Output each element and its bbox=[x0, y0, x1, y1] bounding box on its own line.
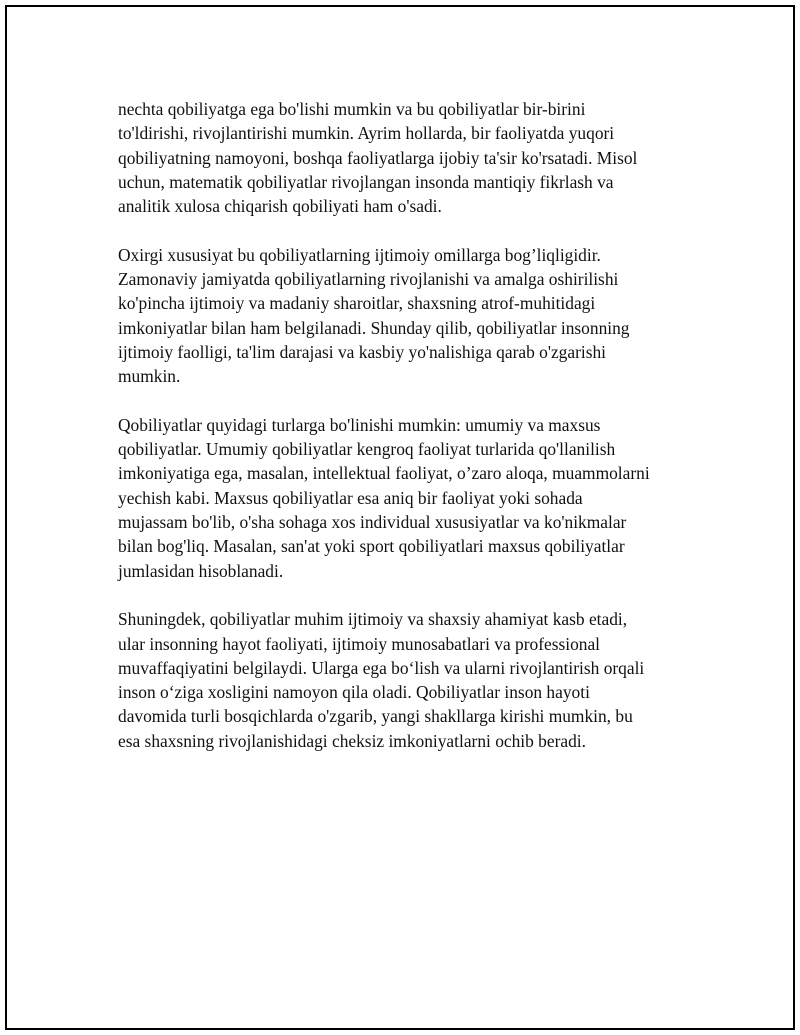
text-line: mumkin. bbox=[118, 366, 181, 387]
text-line: Oxirgi xususiyat bu qobiliyatlarning ijtimoiy omillarga bog’liqligidir. bbox=[118, 244, 601, 265]
text-line: analitik xulosa chiqarish qobiliyati ham o'sadi. bbox=[118, 196, 442, 217]
text-line: esa shaxsning rivojlanishidagi cheksiz imkoniyatlarni ochib beradi. bbox=[118, 730, 586, 751]
text-line: muvaffaqiyatini belgilaydi. Ularga ega bo‘lish va ularni rivojlantirish orqali bbox=[118, 657, 645, 678]
text-line: jumlasidan hisoblanadi. bbox=[118, 560, 284, 581]
text-line: ular insonning hayot faoliyati, ijtimoiy munosabatlari va professional bbox=[118, 633, 601, 654]
text-line: ko'pincha ijtimoiy va madaniy sharoitlar, shaxsning atrof-muhitidagi bbox=[118, 293, 596, 314]
paragraph bbox=[118, 413, 698, 583]
text-line: bilan bog'liq. Masalan, san'at yoki sport qobiliyatlari maxsus qobiliyatlar bbox=[118, 536, 625, 557]
text-line: nechta qobiliyatga ega bo'lishi mumkin va bu qobiliyatlar bir-birini bbox=[118, 99, 586, 119]
text-line: Zamonaviy jamiyatda qobiliyatlarning rivojlanishi va amalga oshirilishi bbox=[118, 269, 619, 290]
page-frame bbox=[5, 5, 795, 1030]
text-line: qobiliyatning namoyoni, boshqa faoliyatlarga ijobiy ta'sir ko'rsatadi. Misol bbox=[118, 147, 638, 168]
text-line: yechish kabi. Maxsus qobiliyatlar esa aniq bir faoliyat yoki sohada bbox=[118, 487, 583, 508]
text-line: davomida turli bosqichlarda o'zgarib, yangi shakllarga kirishi mumkin, bu bbox=[118, 706, 633, 727]
text-line: qobiliyatlar. Umumiy qobiliyatlar kengroq faoliyat turlarida qo'llanilish bbox=[118, 439, 616, 460]
text-line: uchun, matematik qobiliyatlar rivojlangan insonda mantiqiy fikrlash va bbox=[118, 171, 614, 192]
text-line: Qobiliyatlar quyidagi turlarga bo'linishi mumkin: umumiy va maxsus bbox=[118, 414, 601, 435]
paragraph bbox=[118, 607, 698, 753]
text-line: inson o‘ziga xosligini namoyon qila oladi. Qobiliyatlar inson hayoti bbox=[118, 682, 590, 703]
text-line: ijtimoiy faolligi, ta'lim darajasi va kasbiy yo'nalishiga qarab o'zgarishi bbox=[118, 341, 607, 362]
paragraph bbox=[118, 97, 698, 218]
text-line: imkoniyatlar bilan ham belgilanadi. Shunday qilib, qobiliyatlar insonning bbox=[118, 317, 630, 338]
text-line: to'ldirishi, rivojlantirishi mumkin. Ayrim hollarda, bir faoliyatda yuqori bbox=[118, 123, 615, 144]
document-body bbox=[118, 97, 698, 777]
paragraph bbox=[118, 243, 698, 389]
text-line: mujassam bo'lib, o'sha sohaga xos individual xususiyatlar va ko'nikmalar bbox=[118, 512, 627, 533]
text-line: imkoniyatiga ega, masalan, intellektual faoliyat, o’zaro aloqa, muammolarni bbox=[118, 463, 650, 484]
text-line: Shuningdek, qobiliyatlar muhim ijtimoiy va shaxsiy ahamiyat kasb etadi, bbox=[118, 609, 628, 630]
